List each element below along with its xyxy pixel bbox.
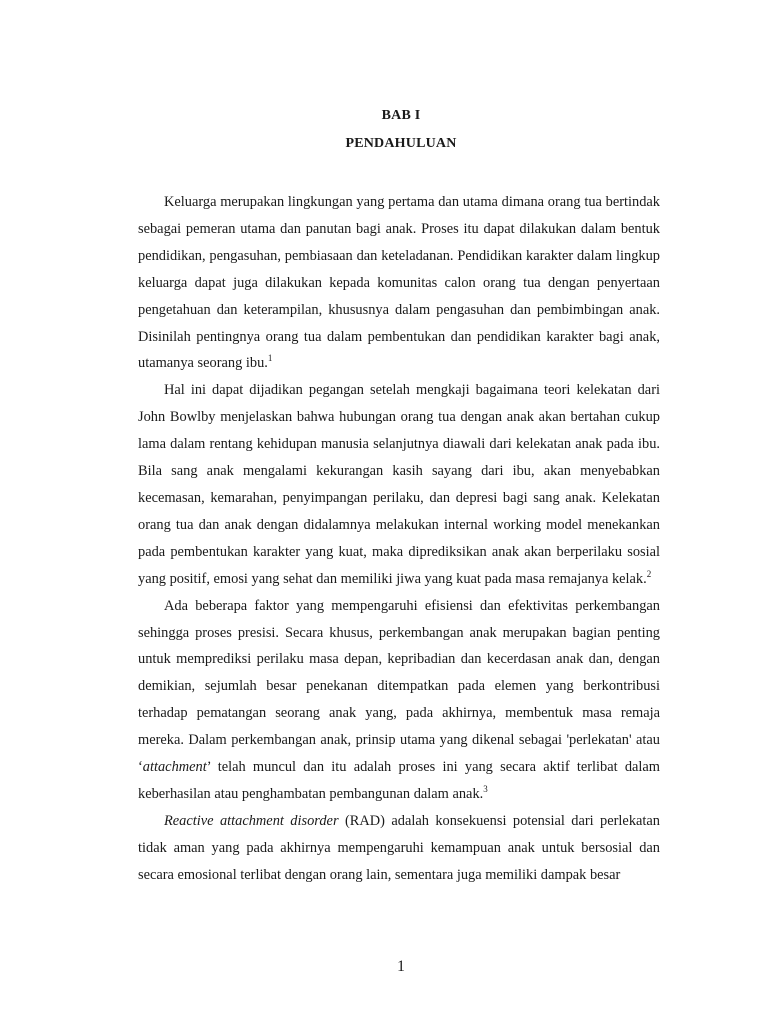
paragraph <box>138 189 660 377</box>
page-number: 1 <box>397 958 405 975</box>
paragraph-text: Hal ini dapat dijadikan pegangan setelah mengkaji bagaimana teori kelekatan dari John Bowlby menjelaskan bahwa hubungan orang tua dengan anak akan bertahan cukup lama dalam rentang kehidupan manusia selanjutnya diawali dari kelekatan anak pada ibu. Bila sang anak mengalami kekurangan kasih sayang dari ibu, akan menyebabkan kecemasan, kemarahan, penyimpangan perilaku, dan depresi bagi sang anak. Kelekatan orang tua dan anak dengan didalamnya melakukan internal working model menekankan pada pembentukan karakter yang kuat, maka diprediksikan anak akan berperilaku sosial yang positif, emosi yang sehat dan memiliki jiwa yang kuat pada masa remajanya kelak. <box>138 382 660 587</box>
chapter-number: BAB I <box>381 108 421 123</box>
footnote-ref[interactable]: 2 <box>646 568 652 579</box>
body-text <box>138 189 660 889</box>
italic-term: Reactive attachment disorder <box>164 812 339 829</box>
paragraph <box>138 377 660 592</box>
footnote-ref[interactable]: 3 <box>483 783 488 794</box>
paragraph <box>138 808 660 889</box>
chapter-title: PENDAHULUAN <box>345 136 457 151</box>
paragraph-text: (RAD) adalah konsekuensi potensial dari perlekatan tidak aman yang pada akhirnya mempengaruhi kemampuan anak untuk bersosial dan secara emosional terlibat dengan orang lain, sementara juga memiliki dampak besar <box>138 812 660 883</box>
paragraph-text: Keluarga merupakan lingkungan yang pertama dan utama dimana orang tua bertindak sebagai pemeran utama dan panutan bagi anak. Proses itu dapat dilakukan dalam bentuk pendidikan, pengasuhan, pembiasaan dan keteladanan. Pendidikan karakter dalam lingkup keluarga dapat juga dilakukan kepada komunitas calon orang tua dengan penyertaan pengetahuan dan keterampilan, khususnya dalam pengasuhan dan pembimbingan anak. Disinilah pentingnya orang tua dalam pembentukan dan pendidikan karakter bagi anak, utamanya seorang ibu. <box>138 194 660 372</box>
italic-term: attachment <box>142 759 207 776</box>
paragraph-text: Ada beberapa faktor yang mempengaruhi efisiensi dan efektivitas perkembangan sehingga proses presisi. Secara khusus, perkembangan anak merupakan bagian penting untuk memprediksi perilaku masa depan, kepribadian dan kecerdasan anak dan, dengan demikian, sejumlah besar penekanan ditempatkan pada elemen yang berkontribusi terhadap pematangan seorang anak yang, pada akhirnya, membentuk masa remaja mereka. Dalam perkembangan anak, prinsip utama yang dikenal sebagai 'perlekatan' atau ‘ <box>138 597 660 776</box>
paragraph-text: ’ telah muncul dan itu adalah proses ini yang secara aktif terlibat dalam keberhasilan atau penghambatan pembangunan dalam anak. <box>138 759 660 802</box>
paragraph <box>138 593 660 808</box>
footnote-ref[interactable]: 1 <box>267 353 273 364</box>
